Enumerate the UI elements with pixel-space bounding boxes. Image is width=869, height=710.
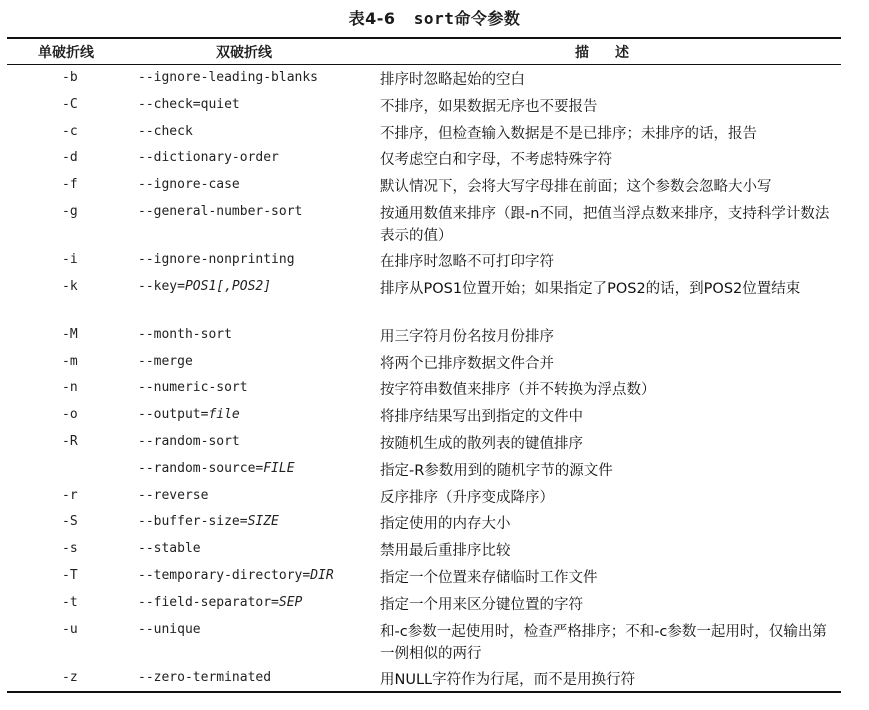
option-description: 用NULL字符作为行尾，而不是用换行符: [380, 671, 636, 688]
long-option-name: --check: [138, 123, 193, 139]
option-description: 按字符串数值来排序（并不转换为浮点数）: [380, 382, 656, 399]
long-option-name: --check=quiet: [138, 96, 240, 112]
long-option-name: --month-sort: [138, 326, 232, 342]
header-description: 描述: [575, 45, 655, 61]
short-option: -m: [62, 353, 78, 369]
table-bottom-rule: [7, 691, 841, 693]
short-option: -M: [62, 326, 78, 342]
long-option-name: --random-sort: [138, 433, 240, 449]
short-option: -T: [62, 567, 78, 583]
long-option: [138, 97, 240, 112]
short-option: -f: [62, 177, 78, 193]
long-option: [138, 514, 279, 529]
table-header-rule: [7, 64, 841, 65]
short-option: -R: [62, 433, 78, 449]
long-option: [138, 488, 208, 503]
table-row: [0, 378, 869, 405]
option-description: 指定一个位置来存储临时工作文件: [380, 569, 598, 586]
long-option-name: --reverse: [138, 487, 209, 503]
short-option: -g: [62, 203, 78, 219]
long-option: [138, 279, 271, 294]
long-option-name: --ignore-case: [138, 177, 240, 193]
caption-prefix: 表4-6: [348, 9, 396, 28]
table-row: [0, 593, 869, 620]
short-option: -k: [62, 278, 78, 294]
option-description: 默认情况下，会将大写字母排在前面；这个参数会忽略大小写: [380, 179, 772, 196]
option-description: 按随机生成的散列表的键值排序: [380, 435, 583, 452]
short-option: -u: [62, 621, 78, 637]
table-row: [0, 277, 869, 325]
header-long-option: 双破折线: [216, 45, 272, 61]
long-option: [138, 327, 232, 342]
option-description: 将两个已排序数据文件合并: [380, 355, 554, 372]
option-description: 将排序结果写出到指定的文件中: [380, 409, 583, 426]
option-description: 指定一个用来区分键位置的字符: [380, 596, 583, 613]
option-description: 在排序时忽略不可打印字符: [380, 253, 554, 270]
long-option: [138, 252, 295, 267]
option-description: 不排序，但检查输入数据是不是已排序；未排序的话，报告: [380, 125, 757, 142]
long-option: [138, 434, 240, 449]
long-option: [138, 461, 295, 476]
table-row: [0, 68, 869, 95]
long-option: [138, 670, 271, 685]
short-option: -o: [62, 407, 78, 423]
long-option: [138, 70, 318, 85]
long-option: [138, 354, 193, 369]
short-option: -d: [62, 150, 78, 166]
option-description: 排序从POS1位置开始；如果指定了POS2的话，到POS2位置结束: [380, 280, 801, 297]
option-description: 反序排序（升序变成降序）: [380, 489, 554, 506]
short-option: -C: [62, 96, 78, 112]
long-option-argument: SEP: [278, 594, 303, 610]
long-option-name: --buffer-size=: [138, 514, 248, 530]
long-option: [138, 380, 248, 395]
short-option: -s: [62, 541, 78, 557]
option-description: 指定使用的内存大小: [380, 516, 511, 533]
long-option: [138, 177, 240, 192]
long-option-name: --stable: [138, 541, 201, 557]
long-option-name: --general-number-sort: [138, 203, 303, 219]
long-option-argument: FILE: [263, 460, 295, 476]
table-row: [0, 352, 869, 379]
table-row: [0, 148, 869, 175]
short-option: -t: [62, 594, 78, 610]
long-option-name: --temporary-directory=: [138, 567, 311, 583]
long-option: [138, 124, 193, 139]
long-option-name: --output=: [138, 407, 209, 423]
table-row: [0, 459, 869, 486]
table-row: [0, 122, 869, 149]
long-option-name: --ignore-nonprinting: [138, 251, 295, 267]
table-row: [0, 325, 869, 352]
long-option-argument: DIR: [310, 567, 334, 583]
short-option: -S: [62, 514, 78, 530]
option-description: 仅考虑空白和字母，不考虑特殊字符: [380, 152, 612, 169]
long-option-argument: POS1[,POS2]: [184, 278, 272, 294]
long-option-argument: SIZE: [247, 514, 279, 530]
option-description: 不排序，如果数据无序也不要报告: [380, 98, 598, 115]
long-option: [138, 622, 201, 637]
option-description: 按通用数值来排序（跟-n不同，把值当浮点数来排序，支持科学计数法表示的值）: [380, 205, 830, 244]
long-option-name: --dictionary-order: [138, 150, 279, 166]
short-option: -c: [62, 123, 78, 139]
table-row: [0, 202, 869, 250]
short-option: -i: [62, 251, 78, 267]
header-short-option: 单破折线: [38, 45, 94, 61]
long-option-name: --zero-terminated: [138, 669, 272, 685]
table-body: [0, 68, 869, 694]
short-option: -r: [62, 487, 78, 503]
table-row: [0, 486, 869, 513]
table-row: [0, 539, 869, 566]
long-option: [138, 150, 279, 165]
option-description: 用三字符月份名按月份排序: [380, 328, 554, 345]
short-option: -z: [62, 669, 78, 685]
table-row: [0, 432, 869, 459]
long-option: [138, 568, 334, 583]
option-description: 和-c参数一起使用时，检查严格排序；不和-c参数一起用时，仅输出第一例相似的两行: [380, 623, 827, 662]
caption-suffix: 命令参数: [454, 9, 521, 28]
short-option: -n: [62, 380, 78, 396]
long-option-name: --random-source=: [138, 460, 264, 476]
long-option-name: --key=: [138, 278, 185, 294]
long-option-name: --merge: [138, 353, 193, 369]
table-top-rule: [7, 37, 841, 39]
long-option: [138, 407, 240, 422]
option-description: 排序时忽略起始的空白: [380, 72, 525, 88]
table-row: [0, 95, 869, 122]
long-option: [138, 595, 302, 610]
table-row: [0, 620, 869, 668]
option-description: 禁用最后重排序比较: [380, 543, 511, 560]
long-option: [138, 204, 302, 219]
option-description: 指定-R参数用到的随机字节的源文件: [380, 462, 613, 479]
table-row: [0, 250, 869, 277]
long-option-name: --field-separator=: [138, 594, 279, 610]
table-row: [0, 405, 869, 432]
long-option-name: --numeric-sort: [138, 380, 248, 396]
long-option-argument: file: [208, 407, 240, 423]
long-option-name: --ignore-leading-blanks: [138, 70, 319, 85]
table-row: [0, 566, 869, 593]
long-option: [138, 541, 201, 556]
short-option: -b: [62, 70, 78, 85]
table-caption: [0, 6, 869, 29]
table-row: [0, 175, 869, 202]
long-option-name: --unique: [138, 621, 201, 637]
table-row: [0, 512, 869, 539]
caption-command: sort: [413, 9, 455, 28]
